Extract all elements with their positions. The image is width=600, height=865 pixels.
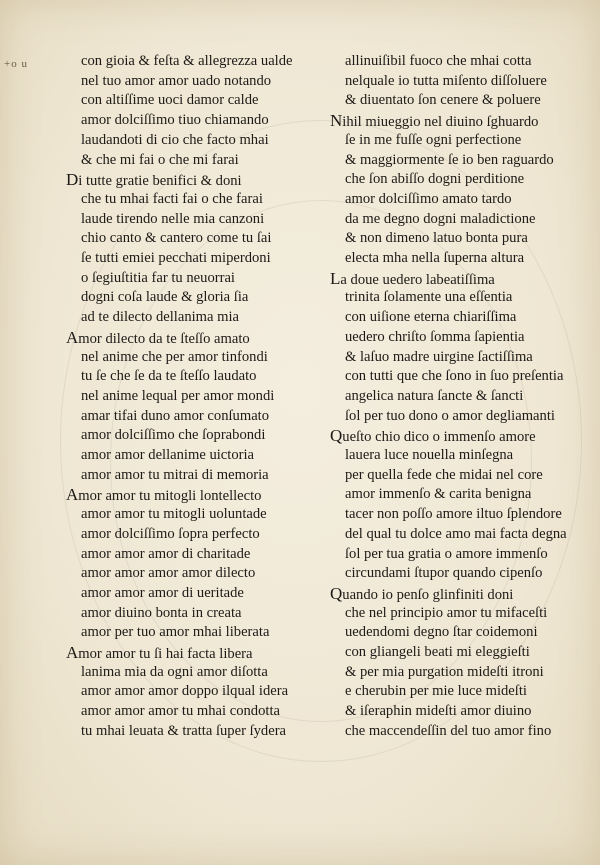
verse-line: tu ſe che ſe da te ſteſſo laudato	[81, 368, 257, 385]
verse-line: ſe in me fuſſe ogni perfectione	[345, 131, 522, 148]
verse-line: amar tifai duno amor conſumato	[81, 407, 270, 424]
initial-capital: A	[66, 643, 79, 662]
verse-line: ſol per tuo dono o amor degliamanti	[345, 407, 555, 424]
verse-line: & maggiormente ſe io ben raguardo	[345, 151, 554, 168]
verse-text: ueſto chio dico o immenſo amore	[342, 429, 536, 446]
verse-line: amor dolciſſimo ſopra perfecto	[81, 525, 260, 542]
verse-line: e cherubin per mie luce mideſti	[345, 683, 527, 700]
verse-line: ſe tutti emiei pecchati miperdoni	[81, 250, 271, 266]
verse-line: circundami ſtupor quando cipenſo	[345, 565, 543, 582]
verse-line: uedendomi degno ſtar coidemoni	[345, 624, 538, 641]
verse-line: amor dolciſſimo che ſoprabondi	[81, 427, 266, 444]
verse-line: amor per tuo amor mhai liberata	[81, 624, 270, 641]
initial-capital: D	[66, 170, 79, 190]
verse-text: ihil miueggio nel diuino ſghuardo	[342, 114, 539, 131]
verse-line: & che mi fai o che mi farai	[81, 151, 239, 168]
margin-marks: +o u	[4, 58, 28, 70]
verse-text: i tutte gratie benifici & doni	[78, 173, 242, 190]
verse-line: amor amor dellanime uictoria	[81, 447, 255, 463]
verse-line: nel tuo amor amor uado notando	[81, 72, 272, 89]
verse-line: tu mhai leuata & tratta ſuper ſydera	[81, 722, 287, 739]
verse-line: o ſegiuſtitia far tu neuorrai	[81, 269, 235, 286]
verse-line: tacer non poſſo amore iltuo ſplendore	[345, 506, 562, 523]
verse-line-stanza-start	[66, 170, 242, 189]
verse-line: con gioia & feſta & allegrezza ualde	[81, 53, 293, 69]
verse-line: laude tirendo nelle mia canzoni	[81, 210, 265, 227]
verse-line: del qual tu dolce amo mai facta degna	[345, 525, 567, 542]
verse-line-stanza-start	[66, 485, 261, 504]
verse-line-stanza-start	[330, 584, 513, 603]
initial-capital: A	[66, 327, 79, 347]
initial-capital: N	[330, 111, 343, 131]
initial-capital: A	[66, 485, 79, 505]
verse-line-stanza-start	[66, 328, 250, 347]
verse-line: con tutti que che ſono in ſuo preſentia	[345, 368, 564, 385]
verse-line: angelica natura ſancte & ſancti	[345, 387, 524, 404]
verse-line: con uiſione eterna chiariſſima	[345, 309, 517, 326]
verse-line: nel anime lequal per amor mondi	[81, 387, 275, 404]
verse-line: che tu mhai facti fai o che farai	[81, 190, 263, 207]
initial-capital: Q	[330, 583, 343, 603]
verse-line-stanza-start	[66, 643, 253, 662]
verse-line: laudandoti di cio che facto mhai	[81, 131, 269, 148]
verse-line: nel anime che per amor tinfondi	[81, 348, 268, 365]
verse-line: ad te dilecto dellanima mia	[81, 309, 240, 326]
verse-line: amor amor amor di ueritade	[81, 584, 244, 601]
verse-line: amor dolciſſimo tiuo chiamando	[81, 112, 269, 129]
verse-line: allinuiſibil fuoco che mhai cotta	[345, 53, 532, 69]
verse-line: amor amor amor tu mhai condotta	[81, 703, 280, 720]
verse-text: mor amor tu ſi hai facta libera	[78, 646, 253, 662]
verse-line: che nel principio amor tu mifaceſti	[345, 604, 548, 621]
verse-line: amor amor tu mitrai di memoria	[81, 466, 269, 483]
verse-line: amor amor amor amor dilecto	[81, 565, 256, 582]
verse-line: da me degno dogni maladictione	[345, 210, 536, 227]
verse-line: amor amor tu mitogli uoluntade	[81, 506, 267, 523]
verse-line: & laſuo madre uirgine ſactiſſima	[345, 348, 533, 365]
verse-line: & non dimeno latuo bonta pura	[345, 230, 528, 247]
verse-line: amor dolciſſimo amato tardo	[345, 190, 512, 207]
verse-line: lanima mia da ogni amor diſotta	[81, 663, 268, 680]
verse-line-stanza-start	[330, 269, 495, 288]
initial-capital: Q	[330, 426, 343, 446]
verse-line: che maccendeſſin del tuo amor fino	[345, 722, 552, 739]
verse-text: mor amor tu mitogli lontellecto	[78, 488, 262, 505]
verse-line-stanza-start	[330, 111, 538, 130]
verse-line: chio canto & cantero come tu ſai	[81, 230, 272, 247]
verse-text: a doue uedero labeatiſſima	[340, 271, 495, 288]
verse-line: ſol per tua gratia o amore immenſo	[345, 545, 548, 562]
verse-line: & iſeraphin mideſti amor diuino	[345, 703, 532, 720]
verse-line: per quella fede che midai nel core	[345, 466, 543, 483]
verse-line: electa mha nella ſuperna altura	[345, 250, 525, 266]
verse-text: mor dilecto da te ſteſſo amato	[78, 330, 250, 347]
verse-line: amor diuino bonta in creata	[81, 604, 242, 621]
verse-text: uando io penſo glinfiniti doni	[342, 586, 514, 603]
verse-line: con altiſſime uoci damor calde	[81, 92, 259, 109]
verse-line-stanza-start	[330, 426, 536, 445]
verse-line: & per mia purgation mideſti itroni	[345, 663, 544, 680]
verse-line: uedero chriſto ſomma ſapientia	[345, 328, 525, 345]
verse-line: dogni coſa laude & gloria ſia	[81, 289, 249, 306]
verse-line: amor amor amor di charitade	[81, 545, 251, 562]
verse-line: & diuentato ſon cenere & poluere	[345, 92, 541, 109]
verse-line: nelquale io tutta miſento diſſoluere	[345, 72, 547, 89]
verse-line: lauera luce nouella minſegna	[345, 447, 514, 463]
verse-line: con gliangeli beati mi eleggieſti	[345, 644, 530, 660]
verse-line: trinita ſolamente una eſſentia	[345, 289, 513, 306]
verse-line: amor immenſo & carita benigna	[345, 486, 532, 503]
initial-capital: L	[330, 268, 341, 288]
verse-line: amor amor amor doppo ilqual idera	[81, 683, 289, 700]
verse-line: che ſon abiſſo dogni perditione	[345, 171, 525, 188]
